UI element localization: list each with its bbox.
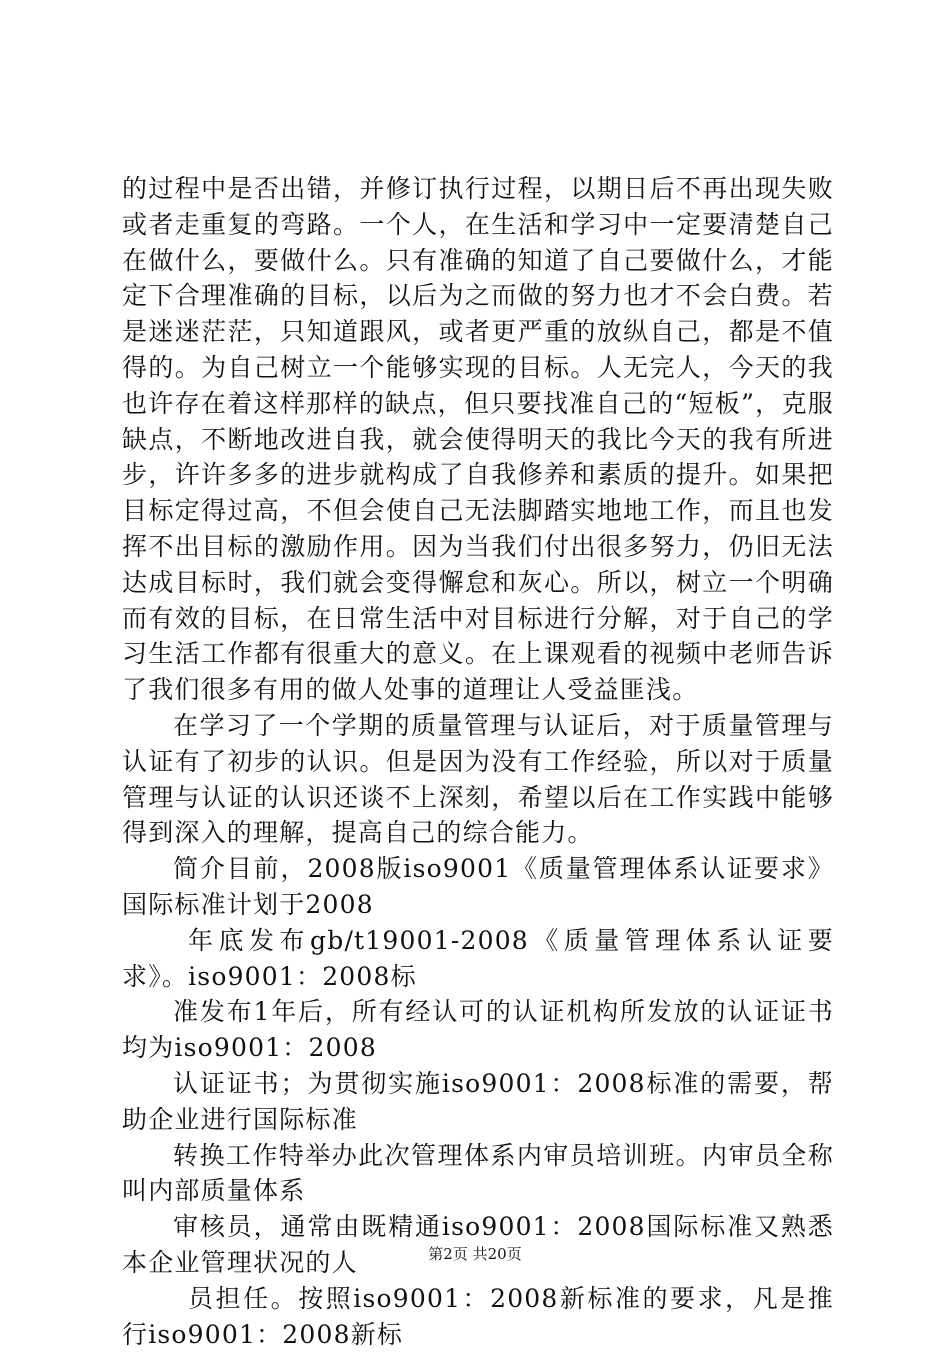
paragraph-1: 的过程中是否出错，并修订执行过程，以期日后不再出现失败或者走重复的弯路。一个人，在生活和学习中一定要清楚自己在做什么，要做什么。只有准确的知道了自己要做什么，才能定下合理准确的目标，以后为之而做的努力也才不会白费。若是迷迷茫茫，只知道跟风，或者更严重的放纵自己，都是不值得的。为自己树立一个能够实现的目标。人无完人，今天的我也许存在着这样那样的缺点，但只要找准自己的“短板”，克服缺点，不断地改进自我，就会使得明天的我比今天的我有所进步，许许多多的进步就构成了自我修养和素质的提升。如果把目标定得过高，不但会使自己无法脚踏实地地工作，而且也发挥不出目标的激励作用。因为当我们付出很多努力，仍旧无法达成目标时，我们就会变得懈怠和灰心。所以，树立一个明确而有效的目标，在日常生活中对目标进行分解，对于自己的学习生活工作都有很重大的意义。在上课观看的视频中老师告诉了我们很多有用的做人处事的道理让人受益匪浅。: [122, 174, 834, 705]
body-text: [122, 171, 834, 1352]
paragraph-9: 员担任。按照iso9001：2008新标准的要求，凡是推行iso9001：2008新标: [122, 1283, 834, 1349]
paragraph-3: 简介目前，2008版iso9001《质量管理体系认证要求》国际标准计划于2008: [122, 854, 834, 919]
paragraph-7: 转换工作特举办此次管理体系内审员培训班。内审员全称叫内部质量体系: [122, 1140, 834, 1206]
paragraph-4: 年底发布gb/t19001-2008《质量管理体系认证要求》。iso9001：2008标: [122, 925, 834, 991]
paragraph-8: 审核员，通常由既精通iso9001：2008国际标准又熟悉本企业管理状况的人: [122, 1212, 834, 1277]
paragraph-6: 认证证书；为贯彻实施iso9001：2008标准的需要，帮助企业进行国际标准: [122, 1068, 834, 1134]
page-footer: 第2页 共20页: [428, 1245, 522, 1263]
paragraph-2: 在学习了一个学期的质量管理与认证后，对于质量管理与认证有了初步的认识。但是因为没有工作经验，所以对于质量管理与认证的认识还谈不上深刻，希望以后在工作实践中能够得到深入的理解，提高自己的综合能力。: [122, 710, 834, 848]
paragraph-5: 准发布1年后，所有经认可的认证机构所发放的认证证书均为iso9001：2008: [122, 997, 834, 1063]
